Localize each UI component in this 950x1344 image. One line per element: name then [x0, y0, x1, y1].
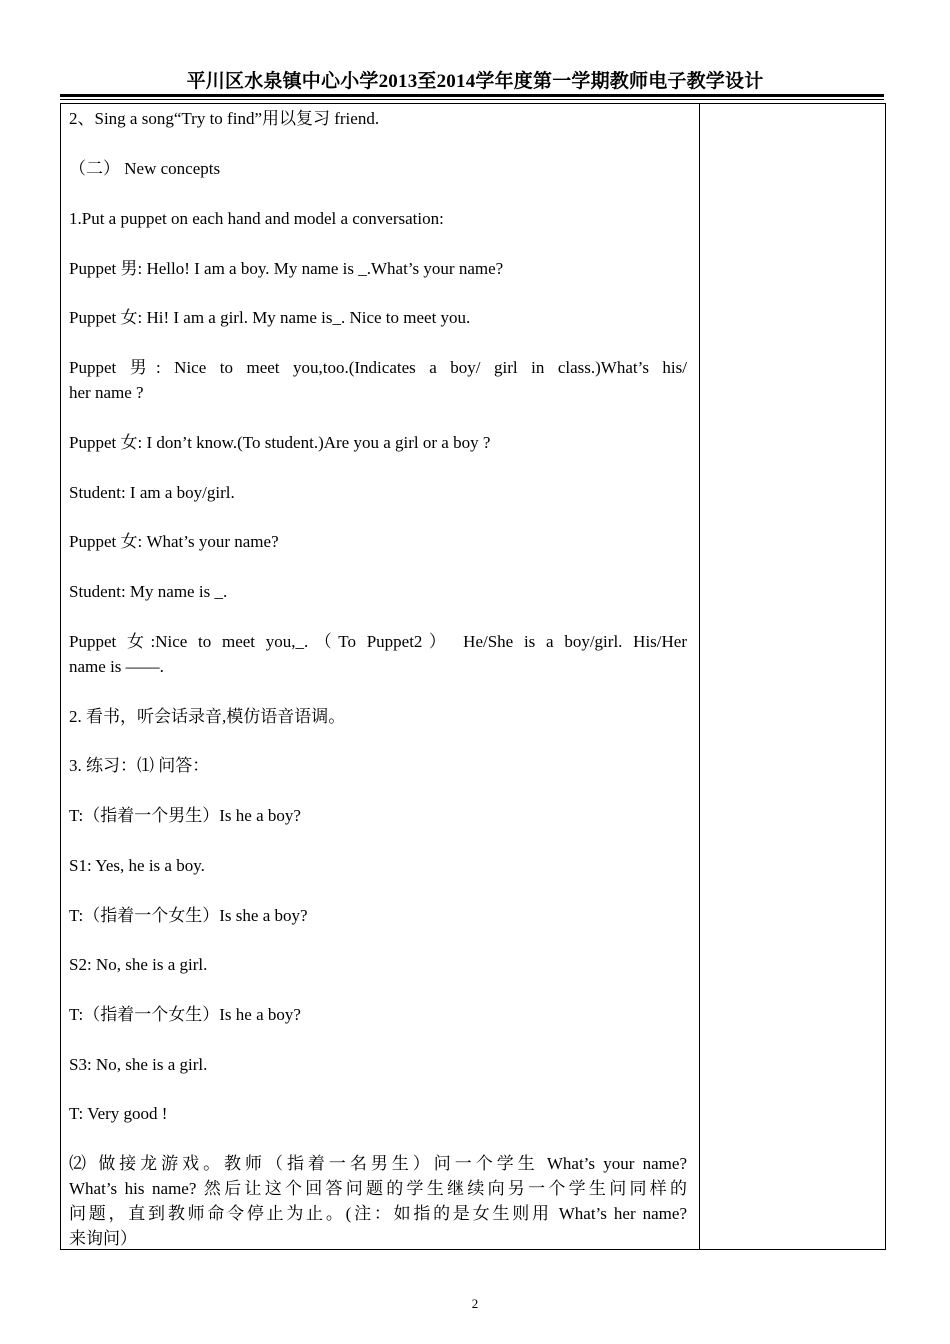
text-line: 3. 练习：⑴ 问答：	[69, 756, 210, 775]
text-line: S2: No, she is a girl.	[69, 955, 208, 974]
text-line: 2. 看书，听会话录音,模仿语音语调。	[69, 707, 346, 726]
text-line: name is ——.	[69, 657, 164, 676]
text-line: Puppet 男: Hello! I am a boy. My name is _.What’s your name?	[69, 259, 504, 278]
table-column-divider	[699, 104, 700, 1249]
text-line: T: Very good !	[69, 1104, 168, 1123]
text-line: Puppet 女:Nice to meet you,_.（To Puppet2） He/She is a boy/girl. His/Her	[69, 632, 687, 651]
lesson-table	[60, 103, 886, 1250]
text-line: S1: Yes, he is a boy.	[69, 856, 205, 875]
text-line: T:（指着一个女生）Is he a boy?	[69, 1005, 301, 1024]
text-line: What’s his name? 然后让这个回答问题的学生继续向另一个学生问同样的	[69, 1179, 687, 1198]
text-line: her name ?	[69, 383, 144, 402]
text-line: 来询问）	[69, 1229, 137, 1248]
header-rule-thin	[60, 99, 884, 100]
text-line: Puppet 女: What’s your name?	[69, 532, 279, 551]
text-line: ⑵ 做接龙游戏。教师（指着一名男生）问一个学生 What’s your name?	[69, 1154, 687, 1173]
text-line: Student: My name is _.	[69, 582, 228, 601]
header-rule-thick	[60, 94, 884, 97]
text-line: （二） New concepts	[69, 159, 221, 178]
text-line: T:（指着一个男生）Is he a boy?	[69, 806, 301, 825]
text-line: Puppet 男: Nice to meet you,too.(Indicates a boy/ girl in class.)What’s his/	[69, 358, 687, 377]
text-line: 问题，直到教师命令停止为止。(注：如指的是女生则用 What’s her name?	[69, 1204, 687, 1223]
text-line: Student: I am a boy/girl.	[69, 483, 235, 502]
page-number: 2	[471, 1296, 479, 1311]
text-line: 1.Put a puppet on each hand and model a conversation:	[69, 209, 444, 228]
text-line: T:（指着一个女生）Is she a boy?	[69, 906, 308, 925]
text-line: Puppet 女: I don’t know.(To student.)Are you a girl or a boy ?	[69, 433, 491, 452]
text-line: Puppet 女: Hi! I am a girl. My name is_. Nice to meet you.	[69, 308, 471, 327]
text-line: 2、Sing a song“Try to find”用以复习 friend.	[69, 109, 380, 128]
text-line: S3: No, she is a girl.	[69, 1055, 208, 1074]
page-header-title: 平川区水泉镇中心小学2013至2014学年度第一学期教师电子教学设计	[186, 71, 764, 92]
